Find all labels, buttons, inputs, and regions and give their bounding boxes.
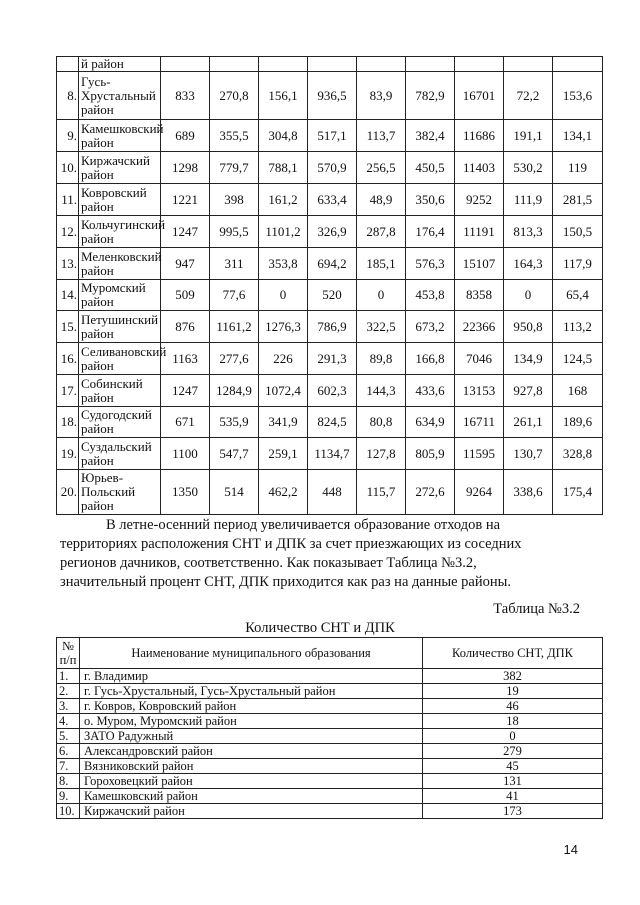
value-cell: 270,8 <box>210 72 259 120</box>
value-cell: 602,3 <box>308 375 357 407</box>
district-name: Гусь-Хрустальный район <box>79 72 161 120</box>
value-cell: 72,2 <box>504 72 553 120</box>
table-row <box>57 714 603 729</box>
table-row <box>57 744 603 759</box>
table-row <box>57 57 603 72</box>
snt-count-table <box>56 637 603 819</box>
row-number: 3. <box>57 699 80 714</box>
value-cell: 13153 <box>455 375 504 407</box>
value-cell: 382,4 <box>406 120 455 152</box>
district-name: Кольчугинский район <box>79 216 161 248</box>
value-cell: 947 <box>161 248 210 280</box>
value-cell: 514 <box>210 470 259 515</box>
row-number: 8. <box>57 774 80 789</box>
value-cell: 15107 <box>455 248 504 280</box>
table-row <box>57 280 603 311</box>
row-number: 19. <box>57 438 79 470</box>
municipality-name: Гороховецкий район <box>80 774 423 789</box>
district-name: Муромский район <box>79 280 161 311</box>
table-row <box>57 120 603 152</box>
row-number: 13. <box>57 248 79 280</box>
paragraph-line: В летне-осенний период увеличивается образование отходов на <box>106 517 501 533</box>
value-cell: 936,5 <box>308 72 357 120</box>
value-cell: 1101,2 <box>259 216 308 248</box>
row-number: 11. <box>57 184 79 216</box>
value-cell: 0 <box>357 280 406 311</box>
value-cell: 448 <box>308 470 357 515</box>
table-row <box>57 343 603 375</box>
district-name: Ковровский район <box>79 184 161 216</box>
value-cell: 671 <box>161 407 210 438</box>
value-cell: 1247 <box>161 216 210 248</box>
table-row <box>57 216 603 248</box>
value-cell: 161,2 <box>259 184 308 216</box>
value-cell: 65,4 <box>553 280 603 311</box>
value-cell: 291,3 <box>308 343 357 375</box>
row-number: 1. <box>57 669 80 684</box>
table-row <box>57 759 603 774</box>
value-cell: 1276,3 <box>259 311 308 343</box>
value-cell: 77,6 <box>210 280 259 311</box>
snt-count: 41 <box>423 789 603 804</box>
municipality-name: Киржачский район <box>80 804 423 819</box>
value-cell: 1221 <box>161 184 210 216</box>
value-cell: 782,9 <box>406 72 455 120</box>
value-cell: 134,1 <box>553 120 603 152</box>
row-number: 18. <box>57 407 79 438</box>
header-name: Наименование муниципального образования <box>80 638 423 669</box>
value-cell: 530,2 <box>504 152 553 184</box>
value-cell: 1284,9 <box>210 375 259 407</box>
value-cell: 153,6 <box>553 72 603 120</box>
table-row <box>57 729 603 744</box>
value-cell: 547,7 <box>210 438 259 470</box>
value-cell: 16701 <box>455 72 504 120</box>
value-cell: 1247 <box>161 375 210 407</box>
district-name: Селивановский район <box>79 343 161 375</box>
row-number: 2. <box>57 684 80 699</box>
row-number: 17. <box>57 375 79 407</box>
value-cell: 995,5 <box>210 216 259 248</box>
value-cell: 80,8 <box>357 407 406 438</box>
snt-count: 18 <box>423 714 603 729</box>
value-cell: 453,8 <box>406 280 455 311</box>
row-number: 9. <box>57 789 80 804</box>
table-title: Количество СНТ и ДПК <box>245 620 395 636</box>
row-number: 7. <box>57 759 80 774</box>
table-row <box>57 407 603 438</box>
row-number: 12. <box>57 216 79 248</box>
value-cell: 111,9 <box>504 184 553 216</box>
value-cell: 83,9 <box>357 72 406 120</box>
value-cell: 134,9 <box>504 343 553 375</box>
value-cell: 261,1 <box>504 407 553 438</box>
value-cell: 259,1 <box>259 438 308 470</box>
value-cell: 156,1 <box>259 72 308 120</box>
paragraph-line: территориях расположения СНТ и ДПК за счет приезжающих из соседних <box>60 536 522 552</box>
table-row <box>57 311 603 343</box>
value-cell: 509 <box>161 280 210 311</box>
value-cell: 11403 <box>455 152 504 184</box>
value-cell: 1161,2 <box>210 311 259 343</box>
district-name: Меленковский район <box>79 248 161 280</box>
snt-count: 382 <box>423 669 603 684</box>
paragraph-line: регионов дачников, соответственно. Как показывает Таблица №3.2, <box>60 555 477 571</box>
row-number: 5. <box>57 729 80 744</box>
value-cell: 175,4 <box>553 470 603 515</box>
value-cell: 576,3 <box>406 248 455 280</box>
snt-count: 45 <box>423 759 603 774</box>
row-number: 4. <box>57 714 80 729</box>
value-cell: 517,1 <box>308 120 357 152</box>
value-cell: 1100 <box>161 438 210 470</box>
value-cell: 398 <box>210 184 259 216</box>
value-cell: 633,4 <box>308 184 357 216</box>
value-cell: 113,2 <box>553 311 603 343</box>
value-cell: 788,1 <box>259 152 308 184</box>
value-cell: 0 <box>504 280 553 311</box>
municipality-name: Камешковский район <box>80 789 423 804</box>
table-row <box>57 699 603 714</box>
table-row <box>57 72 603 120</box>
value-cell: 786,9 <box>308 311 357 343</box>
district-name: Киржачский район <box>79 152 161 184</box>
row-number: 20. <box>57 470 79 515</box>
table-row <box>57 184 603 216</box>
district-name: Юрьев-Польский район <box>79 470 161 515</box>
value-cell: 8358 <box>455 280 504 311</box>
value-cell: 164,3 <box>504 248 553 280</box>
value-cell: 115,7 <box>357 470 406 515</box>
value-cell: 176,4 <box>406 216 455 248</box>
value-cell: 119 <box>553 152 603 184</box>
value-cell: 927,8 <box>504 375 553 407</box>
value-cell: 277,6 <box>210 343 259 375</box>
value-cell: 113,7 <box>357 120 406 152</box>
value-cell: 535,9 <box>210 407 259 438</box>
snt-count: 131 <box>423 774 603 789</box>
table-row <box>57 774 603 789</box>
table-row <box>57 684 603 699</box>
row-number: 8. <box>57 72 79 120</box>
table-header-row <box>57 638 603 669</box>
value-cell: 124,5 <box>553 343 603 375</box>
table-row <box>57 248 603 280</box>
value-cell: 1134,7 <box>308 438 357 470</box>
value-cell: 813,3 <box>504 216 553 248</box>
table-cell: й район <box>79 57 161 72</box>
snt-count: 173 <box>423 804 603 819</box>
value-cell: 950,8 <box>504 311 553 343</box>
value-cell: 130,7 <box>504 438 553 470</box>
snt-count: 0 <box>423 729 603 744</box>
value-cell: 9252 <box>455 184 504 216</box>
value-cell: 0 <box>259 280 308 311</box>
municipality-name: г. Гусь-Хрустальный, Гусь-Хрустальный район <box>80 684 423 699</box>
district-name: Камешковский район <box>79 120 161 152</box>
municipal-data-table <box>56 56 603 515</box>
value-cell: 450,5 <box>406 152 455 184</box>
table-cell <box>57 57 79 72</box>
value-cell: 673,2 <box>406 311 455 343</box>
table-row <box>57 152 603 184</box>
municipality-name: о. Муром, Муромский район <box>80 714 423 729</box>
value-cell: 281,5 <box>553 184 603 216</box>
value-cell: 272,6 <box>406 470 455 515</box>
value-cell: 48,9 <box>357 184 406 216</box>
municipality-name: г. Владимир <box>80 669 423 684</box>
value-cell: 694,2 <box>308 248 357 280</box>
municipality-name: Александровский район <box>80 744 423 759</box>
table-row <box>57 438 603 470</box>
value-cell: 326,9 <box>308 216 357 248</box>
value-cell: 341,9 <box>259 407 308 438</box>
header-count: Количество СНТ, ДПК <box>423 638 603 669</box>
municipality-name: Вязниковский район <box>80 759 423 774</box>
value-cell: 150,5 <box>553 216 603 248</box>
value-cell: 570,9 <box>308 152 357 184</box>
value-cell: 7046 <box>455 343 504 375</box>
table-row <box>57 669 603 684</box>
table-caption: Таблица №3.2 <box>493 601 580 617</box>
value-cell: 353,8 <box>259 248 308 280</box>
value-cell: 117,9 <box>553 248 603 280</box>
snt-count: 46 <box>423 699 603 714</box>
value-cell: 1072,4 <box>259 375 308 407</box>
row-number: 9. <box>57 120 79 152</box>
value-cell: 779,7 <box>210 152 259 184</box>
value-cell: 876 <box>161 311 210 343</box>
value-cell: 256,5 <box>357 152 406 184</box>
value-cell: 833 <box>161 72 210 120</box>
table-row <box>57 375 603 407</box>
value-cell: 634,9 <box>406 407 455 438</box>
value-cell: 304,8 <box>259 120 308 152</box>
municipality-name: г. Ковров, Ковровский район <box>80 699 423 714</box>
value-cell: 805,9 <box>406 438 455 470</box>
paragraph-line: значительный процент СНТ, ДПК приходится как раз на данные районы. <box>60 574 511 590</box>
snt-count: 279 <box>423 744 603 759</box>
value-cell: 1163 <box>161 343 210 375</box>
row-number: 16. <box>57 343 79 375</box>
body-paragraph <box>60 516 580 592</box>
value-cell: 9264 <box>455 470 504 515</box>
value-cell: 89,8 <box>357 343 406 375</box>
value-cell: 311 <box>210 248 259 280</box>
value-cell: 22366 <box>455 311 504 343</box>
value-cell: 226 <box>259 343 308 375</box>
value-cell: 185,1 <box>357 248 406 280</box>
page-number: 14 <box>563 842 578 857</box>
snt-count: 19 <box>423 684 603 699</box>
value-cell: 355,5 <box>210 120 259 152</box>
value-cell: 322,5 <box>357 311 406 343</box>
header-number: № п/п <box>57 638 80 669</box>
value-cell: 433,6 <box>406 375 455 407</box>
value-cell: 1298 <box>161 152 210 184</box>
value-cell: 287,8 <box>357 216 406 248</box>
table-row <box>57 789 603 804</box>
value-cell: 168 <box>553 375 603 407</box>
value-cell: 1350 <box>161 470 210 515</box>
district-name: Суздальский район <box>79 438 161 470</box>
value-cell: 520 <box>308 280 357 311</box>
district-name: Собинский район <box>79 375 161 407</box>
table-row <box>57 804 603 819</box>
value-cell: 11686 <box>455 120 504 152</box>
value-cell: 189,6 <box>553 407 603 438</box>
value-cell: 824,5 <box>308 407 357 438</box>
row-number: 10. <box>57 804 80 819</box>
municipality-name: ЗАТО Радужный <box>80 729 423 744</box>
value-cell: 328,8 <box>553 438 603 470</box>
value-cell: 11191 <box>455 216 504 248</box>
row-number: 15. <box>57 311 79 343</box>
row-number: 14. <box>57 280 79 311</box>
row-number: 10. <box>57 152 79 184</box>
value-cell: 11595 <box>455 438 504 470</box>
value-cell: 338,6 <box>504 470 553 515</box>
value-cell: 166,8 <box>406 343 455 375</box>
district-name: Петушинский район <box>79 311 161 343</box>
value-cell: 16711 <box>455 407 504 438</box>
table-row <box>57 470 603 515</box>
value-cell: 191,1 <box>504 120 553 152</box>
district-name: Судогодский район <box>79 407 161 438</box>
value-cell: 462,2 <box>259 470 308 515</box>
value-cell: 144,3 <box>357 375 406 407</box>
value-cell: 689 <box>161 120 210 152</box>
value-cell: 127,8 <box>357 438 406 470</box>
value-cell: 350,6 <box>406 184 455 216</box>
row-number: 6. <box>57 744 80 759</box>
